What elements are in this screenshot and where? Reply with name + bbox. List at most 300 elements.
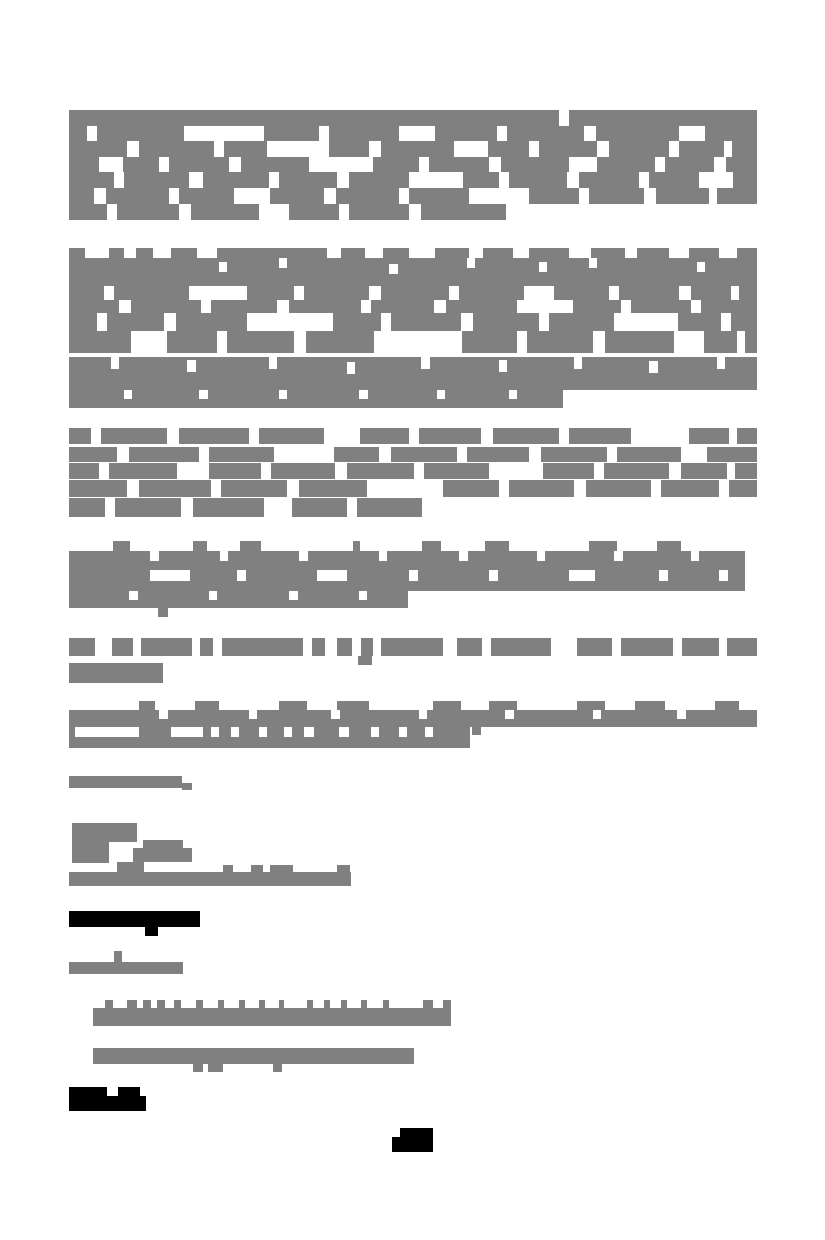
word-gap [719,248,737,258]
word-gap [731,286,739,300]
word-gap [171,727,203,737]
signature-mark-4 [133,848,192,862]
word-gap [361,300,371,313]
word-gap [69,541,113,551]
word-gap [130,541,193,551]
word-gap [679,286,691,300]
word-gap [381,313,391,331]
word-gap [589,258,597,268]
signature-mark-1 [72,823,137,842]
word-gap [359,390,368,399]
paragraph-2-bold-underlined-lastline [69,390,563,408]
word-gap [211,480,221,497]
black-subheading-descender [145,927,158,936]
word-gap [137,1000,143,1008]
signer-name-line [69,872,351,886]
word-gap [724,141,732,157]
word-gap [374,331,462,353]
black-enclosure-mark-3 [69,1096,146,1111]
word-gap [559,428,569,444]
word-gap [167,428,179,444]
word-gap [181,1000,196,1008]
word-gap [265,1000,279,1008]
word-gap [339,204,349,220]
word-gap [621,300,631,313]
word-gap [91,428,101,444]
word-gap [469,188,529,204]
word-gap [677,710,686,719]
word-gap [631,428,689,444]
word-gap [457,447,467,462]
word-gap [127,480,139,497]
word-gap [399,188,409,204]
word-gap [219,701,279,710]
word-gap [649,361,658,373]
word-gap [197,248,217,258]
word-gap [99,463,109,479]
word-gap [681,541,745,551]
word-gap [214,141,224,157]
word-gap [605,701,635,710]
word-gap [625,248,637,258]
paragraph-2-line-4 [69,331,757,353]
word-gap [234,188,270,204]
word-gap [499,360,507,372]
word-gap [517,701,577,710]
word-gap [367,1000,383,1008]
word-gap [612,638,621,656]
word-gap [327,248,341,258]
word-gap [209,591,217,600]
word-gap [437,390,445,399]
word-gap [719,638,727,656]
word-gap [294,331,306,353]
word-gap [261,463,271,479]
word-gap [187,360,196,372]
word-gap [267,141,329,157]
black-enclosure-mark-2 [118,1087,140,1096]
word-gap [169,188,179,204]
word-gap [579,188,589,204]
word-gap [113,1000,127,1008]
word-gap [274,447,334,462]
word-gap [369,701,433,710]
word-gap [669,141,679,157]
page-number-block-main [400,1128,433,1152]
paragraph-1-line-7 [69,204,506,220]
word-gap [249,710,257,719]
word-gap [721,313,731,331]
word-gap [93,1000,105,1008]
word-gap [347,1000,361,1008]
word-gap [330,1000,341,1008]
word-gap [529,447,541,462]
word-gap [201,300,211,313]
word-gap [399,126,435,141]
word-gap [691,300,701,313]
word-gap [199,390,208,399]
word-gap [433,1000,443,1008]
paragraph-2-bold-underlined-block [69,357,757,390]
word-gap [651,480,661,497]
word-gap [443,638,457,656]
word-gap [181,498,193,517]
heading-bold-underlined-block [69,258,757,286]
paragraph-3-line-4 [69,480,757,497]
word-gap [317,570,347,581]
word-gap [569,157,597,172]
bold-section-descender [158,608,168,617]
paragraph-4-comma-descender [358,656,372,665]
word-gap [539,313,549,331]
word-gap [313,1000,324,1008]
word-gap [509,541,589,551]
salutation-tail [182,783,192,790]
word-gap [699,172,733,188]
salutation-line [69,776,182,788]
word-gap [691,551,699,561]
word-gap [347,498,357,517]
signature-mark-2 [72,842,109,863]
word-gap [737,331,745,353]
word-gap [425,727,433,737]
word-gap [85,248,109,258]
paragraph-1-line-6 [69,188,757,204]
bold-section-line-2 [69,570,745,591]
word-gap [219,262,227,272]
word-gap [419,157,429,172]
word-gap [159,710,168,719]
word-gap [489,157,501,172]
word-gap [237,570,246,581]
word-gap [325,638,337,656]
word-gap [441,541,485,551]
word-gap [97,313,107,331]
word-gap [179,204,191,220]
paragraph-1-line-2 [69,126,757,141]
word-gap [304,727,314,737]
word-gap [184,126,264,141]
word-gap [303,638,312,656]
word-gap [69,701,139,710]
word-gap [584,126,596,141]
word-gap [669,463,681,479]
word-gap [574,357,582,369]
word-gap [373,638,381,656]
word-gap [593,331,605,353]
word-gap [389,264,398,274]
word-gap [593,710,601,719]
paragraph-1-line-5 [69,172,757,188]
word-gap [674,331,704,353]
signer-name-ascender-4 [337,865,350,872]
word-gap [467,258,475,268]
word-gap [409,428,419,444]
bold-closing-line-2 [69,727,470,748]
word-gap [609,286,619,300]
word-gap [337,172,349,188]
word-gap [261,541,353,551]
word-gap [289,591,298,600]
word-gap [379,447,391,462]
word-gap [299,551,308,561]
signer-name-ascender-1 [223,865,233,872]
word-gap [131,331,167,353]
word-gap [309,157,373,172]
paragraph-3-line-2 [69,447,757,462]
word-gap [213,638,222,656]
word-gap [111,357,119,369]
paragraph-1-line-4 [69,157,757,172]
word-gap [461,701,489,710]
word-gap [245,1000,259,1008]
word-gap [335,463,347,479]
word-gap [454,141,488,157]
word-gap [409,570,418,581]
word-gap [99,157,123,172]
word-gap [199,447,209,462]
word-gap [449,286,459,300]
black-subheading [69,911,200,927]
word-gap [264,498,292,517]
short-label-line [69,962,183,974]
word-gap [717,357,725,369]
word-gap [607,447,617,462]
signer-name-ascender-3 [270,865,293,872]
word-gap [319,126,329,141]
word-gap [307,701,337,710]
word-gap [434,300,446,313]
word-gap [497,126,507,141]
word-gap [277,300,289,313]
word-gap [75,727,139,737]
word-gap [107,204,117,220]
paragraph-2-line-1 [69,286,757,300]
word-gap [164,313,176,331]
word-gap [279,390,287,399]
word-gap [150,551,159,561]
word-gap [127,141,139,157]
word-gap [482,638,491,656]
word-gap [104,286,114,300]
word-gap [279,258,287,268]
word-gap [679,126,705,141]
paragraph-3-line-5 [69,498,422,517]
word-gap [231,727,239,737]
word-gap [352,638,361,656]
word-gap [574,480,586,497]
word-gap [133,638,141,656]
word-gap [697,262,705,272]
word-gap [379,551,387,561]
paragraph-3-line-1 [69,428,757,444]
paragraph-4-line-1 [69,638,757,656]
heading-ascender-strip [69,248,757,258]
word-gap [124,248,136,258]
word-gap [659,570,668,581]
word-gap [539,262,547,272]
word-gap [249,428,259,444]
paragraph-2-line-3 [69,313,757,331]
word-gap [150,570,190,581]
word-gap [95,638,112,656]
word-gap [259,204,289,220]
word-gap [119,300,131,313]
word-gap [499,172,509,188]
word-gap [124,390,132,399]
word-gap [644,188,656,204]
indented-item-2-line [93,1048,414,1064]
word-gap [155,701,195,710]
word-gap [369,141,381,157]
word-gap [117,447,129,462]
word-gap [360,541,422,551]
word-gap [739,701,757,710]
word-gap [669,248,689,258]
word-gap [469,248,483,258]
word-gap [681,447,707,462]
word-gap [509,390,517,399]
word-gap [359,591,367,600]
word-gap [461,313,473,331]
word-gap [217,331,227,353]
word-gap [414,463,424,479]
paragraph-1-line-3 [69,141,757,157]
paragraph-3-line-3 [69,463,757,479]
short-label-ascender [114,951,122,962]
word-gap [665,701,715,710]
word-gap [655,157,665,172]
word-gap [719,570,728,581]
word-gap [151,1000,157,1008]
word-gap [517,300,573,313]
word-gap [489,463,543,479]
word-gap [567,172,579,188]
word-gap [524,286,554,300]
word-gap [207,541,240,551]
word-gap [559,110,569,126]
word-gap [551,638,577,656]
bold-closing-comma-descender [472,727,481,735]
word-gap [614,313,678,331]
word-gap [614,551,623,561]
word-gap [639,172,649,188]
word-gap [481,428,493,444]
paragraph-4-line-2 [69,663,163,683]
word-gap [324,428,360,444]
word-gap [269,172,279,188]
bold-closing-line-1 [69,710,757,727]
word-gap [247,313,333,331]
word-gap [369,286,381,300]
word-gap [324,188,336,204]
word-gap [499,480,509,497]
paragraph-2-line-2 [69,300,757,313]
indented-item-2-descender-1 [193,1064,203,1072]
indented-item-1-ascender-strip [93,1000,451,1008]
bold-closing-ascender-strip [69,701,757,710]
word-gap [114,172,124,188]
word-gap [177,463,209,479]
word-gap [269,357,277,369]
word-gap [211,727,219,737]
paragraph-1-line-1 [69,110,757,126]
word-gap [165,1000,174,1008]
word-gap [259,727,267,737]
signature-mark-3 [143,840,183,848]
word-gap [409,172,463,188]
word-gap [409,204,421,220]
word-gap [129,591,138,600]
word-gap [192,638,200,656]
word-gap [513,248,529,258]
word-gap [389,1000,423,1008]
word-gap [287,480,299,497]
indented-item-2-descender-3 [273,1064,282,1072]
word-gap [409,248,435,258]
word-gap [421,357,430,369]
indented-item-2-descender-2 [208,1064,223,1072]
word-gap [365,248,383,258]
word-gap [673,638,682,656]
word-gap [714,157,726,172]
word-gap [189,286,247,300]
word-gap [459,551,468,561]
word-gap [489,570,498,581]
word-gap [419,710,427,719]
signature-mark-5 [117,862,144,872]
word-gap [569,570,595,581]
word-gap [87,126,97,141]
word-gap [727,463,735,479]
word-gap [709,188,717,204]
word-gap [517,331,527,353]
word-gap [537,551,545,561]
word-gap [284,1000,307,1008]
word-gap [94,188,106,204]
word-gap [105,498,115,517]
word-gap [719,480,729,497]
bold-section-line-3 [69,591,408,608]
word-gap [294,286,304,300]
word-gap [617,541,657,551]
word-gap [347,362,355,374]
word-gap [331,710,340,719]
word-gap [284,727,292,737]
word-gap [159,157,169,172]
word-gap [529,141,539,157]
signer-name-ascender-2 [251,865,263,872]
word-gap [189,172,203,188]
word-gap [203,1000,218,1008]
word-gap [224,1000,239,1008]
indented-item-1-line [93,1008,451,1026]
word-gap [569,248,591,258]
word-gap [594,463,604,479]
word-gap [399,727,407,737]
word-gap [597,141,609,157]
word-gap [229,157,241,172]
word-gap [153,248,171,258]
bold-section-line-1 [69,551,745,570]
word-gap [729,428,737,444]
word-gap [339,727,349,737]
word-gap [505,710,514,719]
bold-section-ascender-strip [69,541,745,551]
word-gap [220,551,228,561]
page-number-block-left [392,1137,400,1152]
word-gap [367,480,443,497]
